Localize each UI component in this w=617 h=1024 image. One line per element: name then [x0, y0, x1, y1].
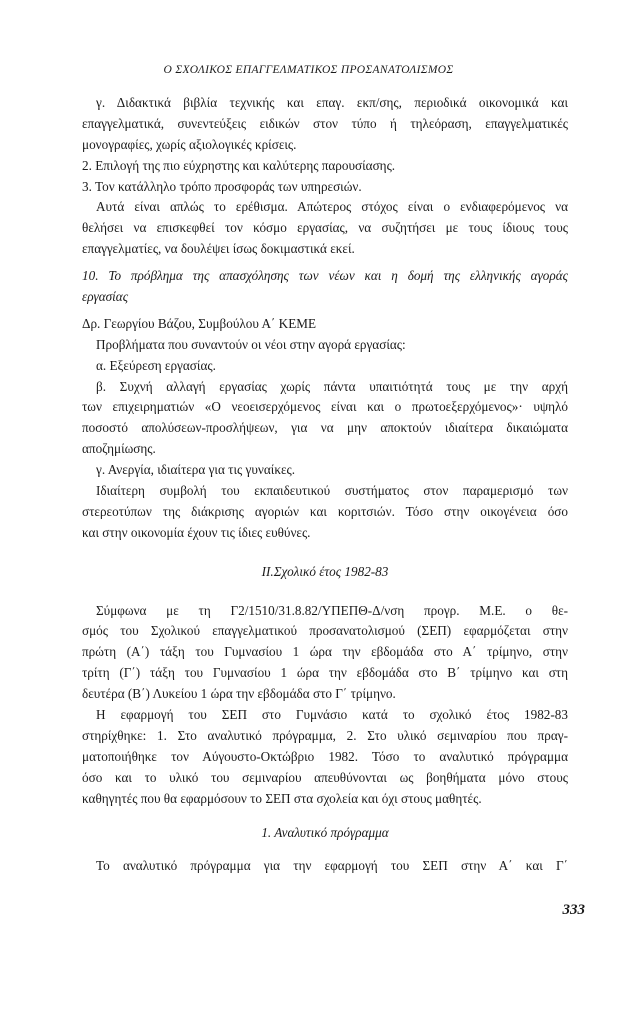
text-line: Αυτά είναι απλώς το ερέθισμα. Απώτερος στόχος είναι ο ενδιαφερόμενος να [96, 199, 568, 215]
text-line: επαγγελματικά, συνεντεύξεις ειδικών στον τύπο ή τηλεόραση, επαγγελματικές [82, 115, 568, 131]
text-line: σμός του Σχολικού επαγγελματικού προσανατολισμού (ΣΕΠ) εφαρμόζεται στην [82, 623, 568, 639]
section-heading: 10. Το πρόβλημα της απασχόλησης των νέων και η δομή της ελληνικής αγοράς [82, 268, 568, 284]
text-line: γ. Διδακτικά βιβλία τεχνικής και επαγ. εκπ/σης, περιοδικά οικονομικά και [96, 95, 568, 110]
text-line: τρίτη (Γ΄) τάξη του Γυμνασίου 1 ώρα την εβδομάδα στο Β΄ τρίμηνο και στη [82, 665, 568, 681]
author-line: Δρ. Γεωργίου Βάζου, Συμβούλου Α΄ ΚΕΜΕ [82, 315, 317, 331]
text-line: πρώτη (Α΄) τάξη του Γυμνασίου 1 ώρα την εβδομάδα στο Α΄ τρίμηνο, στην [82, 644, 568, 660]
text-line: α. Εξεύρεση εργασίας. [96, 357, 216, 373]
text-line: των επιχειρηματιών «Ο νεοεισερχόμενος είναι και ο πρωτοεξερχόμενος»· υψηλό [82, 399, 568, 415]
text-line: καθηγητές που θα εφαρμόσουν το ΣΕΠ στα σχολεία και όχι στους μαθητές. [82, 790, 482, 806]
text-line: Το αναλυτικό πρόγραμμα για την εφαρμογή του ΣΕΠ στην Α΄ και Γ΄ [96, 858, 568, 874]
running-head: Ο ΣΧΟΛΙΚΟΣ ΕΠΑΓΓΕΛΜΑΤΙΚΟΣ ΠΡΟΣΑΝΑΤΟΛΙΣΜΟΣ [163, 64, 454, 76]
text-line: γ. Ανεργία, ιδιαίτερα για τις γυναίκες. [96, 462, 296, 478]
text-line: ποσοστό απολύσεων-προσλήψεων, για να μην αποκτούν ιδιαίτερα δικαιώματα [82, 420, 568, 436]
section-heading: II.Σχολικό έτος 1982-83 [261, 563, 389, 579]
text-line: β. Συχνή αλλαγή εργασίας χωρίς πάντα υπαιτιότητά τους με την αρχή [96, 378, 568, 394]
text-line: 3. Τον κατάλληλο τρόπο προσφοράς των υπηρεσιών. [82, 178, 362, 194]
text-line: ματοποιήθηκε τον Αύγουστο-Οκτώβριο 1982. Τόσο το αναλυτικό πρόγραμμα [82, 748, 568, 764]
text-line: Ιδιαίτερη συμβολή του εκπαιδευτικού συστήματος στον παραμερισμό των [96, 483, 568, 499]
page-number: 333 [562, 902, 585, 918]
text-line: όσο και το υλικό του σεμιναρίου απευθύνονται ως βοηθήματα μόνο στους [82, 769, 568, 785]
text-line: Η εφαρμογή του ΣΕΠ στο Γυμνάσιο κατά το σχολικό έτος 1982-83 [96, 707, 568, 723]
text-line: θελήσει να επισκεφθεί τον κόσμο εργασίας, να συζητήσει με τους ίδιους τους [82, 220, 568, 236]
text-line: μονογραφίες, χωρίς αξιολογικές κρίσεις. [82, 136, 297, 152]
subsection-heading: 1. Αναλυτικό πρόγραμμα [261, 824, 389, 840]
text-line: Σύμφωνα με τη Γ2/1510/31.8.82/ΥΠΕΠΘ-Δ/νση προγρ. Μ.Ε. ο θε- [96, 602, 568, 618]
text-line: αποζημίωσης. [82, 441, 156, 457]
text-line: επαγγελματίες, να δουλέψει ίσως δοκιμαστικά εκεί. [82, 241, 355, 257]
section-heading-cont: εργασίας [82, 289, 129, 305]
text-line: δευτέρα (Β΄) Λυκείου 1 ώρα την εβδομάδα στο Γ΄ τρίμηνο. [82, 686, 396, 702]
page-body [82, 93, 568, 877]
text-line: Προβλήματα που συναντούν οι νέοι στην αγορά εργασίας: [96, 336, 406, 352]
text-line: στερεοτύπων της διάκρισης αγοριών και κοριτσιών. Τόσο στην οικογένεια όσο [82, 503, 568, 519]
text-line: και στην οικονομία έχουν τις ίδιες ευθύνες. [82, 524, 311, 540]
text-line: στηρίχθηκε: 1. Στο αναλυτικό πρόγραμμα, 2. Στο υλικό σεμιναρίου που πραγ- [82, 727, 568, 743]
text-line: 2. Επιλογή της πιο εύχρηστης και καλύτερης παρουσίασης. [82, 157, 396, 173]
